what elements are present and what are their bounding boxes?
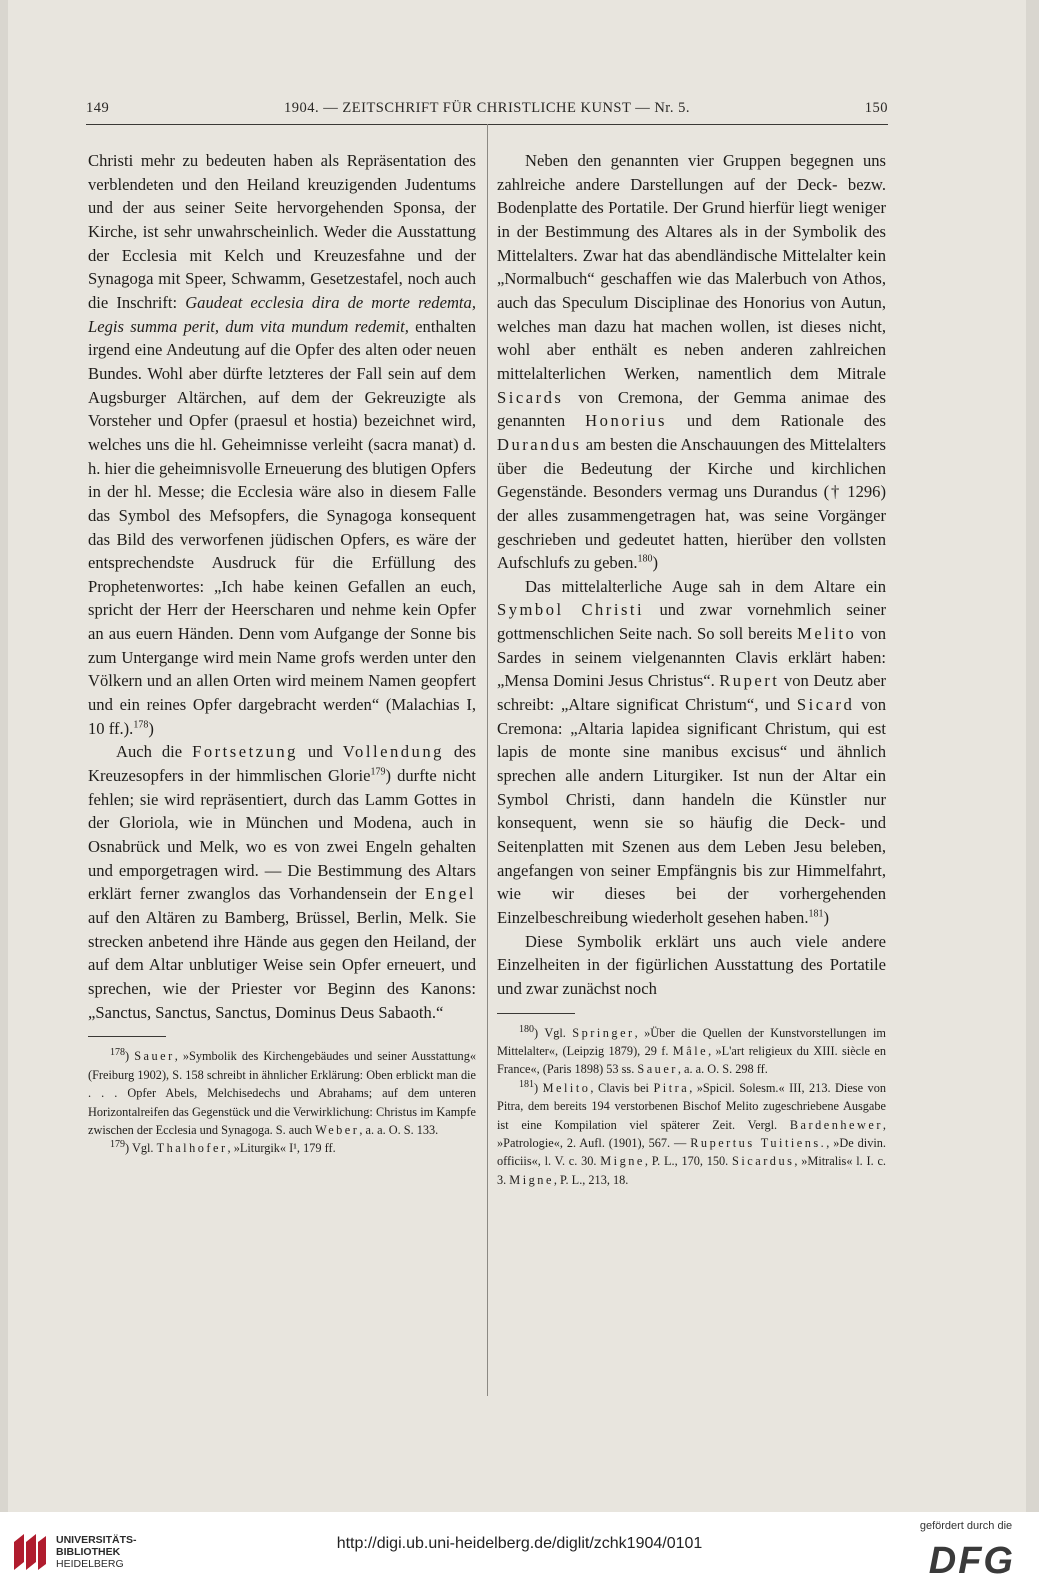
footnotes [497,1024,886,1190]
scanned-page [8,0,1026,1512]
funded-by-label: gefördert durch die [919,1520,1013,1532]
column-divider [487,124,488,1396]
footnote-rule [497,1013,575,1014]
dfg-logo: DFG [928,1540,1015,1582]
left-column [88,149,476,1158]
footnote-179: $^{179}$) Vgl. Thalhofer, »Liturgik« I¹, 179 ff. [110,1139,336,1156]
footnote-178: $^{178}$) Sauer, »Symbolik des Kirchengebäudes und seiner Ausstattung« (Freiburg 1902), S. 158 schreibt in ähnlicher Erklärung: Oben erblickt man die . . . Opfer Abels, Melchisedechs und Abrahams; auf dem unteren Horizontalreifen das Gegenstück und die Verwirklichung: Christus im Kampfe zwischen der Ecclesia und Synagoga. S. auch Weber, a. a. O. S. 133. [88,1047,477,1137]
footer-bar [0,1512,1039,1593]
paragraph: Diese Symbolik erklärt uns auch viele andere Einzelheiten in der figürlichen Ausstattung des Portatile und zwar zunächst noch [497,931,886,998]
document-url-link[interactable]: http://digi.ub.uni-heidelberg.de/diglit/zchk1904/0101 [336,1535,703,1552]
page-number-left: 149 [86,100,110,116]
university-library-name: UNIVERSITÄTS- BIBLIOTHEK HEIDELBERG [56,1534,137,1570]
journal-title: 1904. — ZEITSCHRIFT FÜR CHRISTLICHE KUNST — Nr. 5. [284,100,690,116]
page-number-right: 150 [864,100,888,116]
right-column [497,149,886,1189]
paragraph: Neben den genannten vier Gruppen begegnen uns zahlreiche andere Darstellungen auf der Deck- bezw. Bodenplatte des Portatile. Der Grund hierfür liegt weniger in der Bestimmung des Altares als in der Symbolik des Mittelalters. Zwar hat das abendländische Mittelalter kein „Normalbuch“ geschaffen wie das Malerbuch von Athos, auch das Speculum Disciplinae des Honorius von Autun, welches man dazu hat machen wollen, ist dieses nicht, wohl aber enthält es neben anderen zahlreichen mittelalterlichen Werken, namentlich dem Mitrale Sicards von Cremona, der Gemma animae des genannten Honorius und dem Rationale des Durandus am besten die Anschauungen des Mittelalters über die Bedeutung der Kirche und kirchlichen Gegenstände. Besonders vermag uns Durandus († 1296) der alles zusammengetragen hat, was seine Vorgänger geschrieben und gedeutet hatten, hierüber den vollsten Aufschlufs zu geben.$^{180}$) [497,151,886,573]
paragraph: Das mittelalterliche Auge sah in dem Altare ein Symbol Christi und zwar vornehmlich seiner gottmenschlichen Seite nach. So soll bereits Melito von Sardes in seinem vielgenannten Clavis erklärt haben: „Mensa Domini Jesus Christus“. Rupert von Deutz aber schreibt: „Altare significat Christum“, und Sicard von Cremona: „Altaria lapidea significant Christum, qui est lapis de monte sine manibus excisus“ und ähnlich sprechen alle andern Liturgiker. Ist nun der Altar ein Symbol Christi, dann handeln die Künstler nur konsequent, wenn sie so häufig die Deck- und Seitenplatten mit Szenen aus dem Leben Jesu beleben, angefangen von seiner Empfängnis bis zur Himmelfahrt, wie wir dieses bei der vorhergehenden Einzelbeschreibung wiederholt gesehen haben.$^{181}$) [497,576,887,927]
footnote-rule [88,1036,166,1037]
footnote-180: $^{180}$) Vgl. Springer, »Über die Quellen der Kunstvorstellungen im Mittelalter«, (Leipzig 1879), 29 f. Mâle, »L'art religieux du XIII. siècle en France«, (Paris 1898) 53 ss. Sauer, a. a. O. S. 298 ff. [497,1023,886,1077]
paragraph: Christi mehr zu bedeuten haben als Repräsentation des verblendeten und den Heiland kreuzigenden Judentums und der aus seiner Seite hervorgehenden Sponsa, der Kirche, ist sehr unwahrscheinlich. Weder die Ausstattung der Ecclesia mit Kelch und Kreuzesfahne und der Synagoga mit Speer, Schwamm, Gesetzestafel, noch auch die Inschrift: Gaudeat ecclesia dira de morte redemta, Legis summa perit, dum vita mundum redemit, enthalten irgend eine Andeutung auf die Opfer des alten oder neuen Bundes. Wohl aber dürfte letzteres der Fall sein auf dem Augsburger Altärchen, auf dem der Gekreuzigte als Vorsteher und Opfer (praesul et hostia) bezeichnet wird, welches uns die hl. Geheimnisse verleiht (sacra manat) d. h. hier die geheimnisvolle Erneuerung des blutigen Opfers in der hl. Messe; die Ecclesia wäre also in diesem Falle das Symbol des Mefsopfers, die Synagoga konsequent das Bild des verworfenen jüdischen Opfers, es wäre der entsprechendste Ausdruck für die Erfüllung des Prophetenwortes: „Ich habe keinen Gefallen an euch, spricht der Herr der Heerscharen und nehme kein Opfer an aus euern Händen. Denn vom Aufgange der Sonne bis zum Untergange wird mein Name grofs werden unter den Völkern und an allen Orten wird meinem Namen geopfert und ein reines Opfer dargebracht werden“ (Malachias I, 10 ff.).$^{178}$) [88,151,477,738]
paragraph: Auch die Fortsetzung und Vollendung des Kreuzesopfers in der himmlischen Glorie$^{179}$) durfte nicht fehlen; sie wird repräsentiert, durch das Lamm Gottes in der Gloriola, wie in München und Modena, auch in Osnabrück und Melk, wo es von zwei Engeln gehalten und emporgetragen wird. — Die Bestimmung des Altars erklärt ferner zwanglos das Vorhandensein der Engel auf den Altären zu Bamberg, Brüssel, Berlin, Melk. Sie strecken anbetend ihre Hände aus gegen den Heiland, der auf dem Altar unblutiger Weise sein Opfer erneuert, und sprechen, wie der Priester vor Beginn des Kanons: „Sanctus, Sanctus, Sanctus, Dominus Deus Sabaoth.“ [88,742,476,1022]
footnotes [88,1047,476,1157]
footnote-181: $^{181}$) Melito, Clavis bei Pitra, »Spicil. Solesm.« III, 213. Diese von Pitra, dem bereits 194 verstorbenen Bischof Melito zugeschriebene Ausgabe ist eine Kompilation viel späterer Zeit. Vergl. Bardenhewer, »Patrologie«, 2. Aufl. (1901), 567. — Rupertus Tuitiens., »De divin. officiis«, l. V. c. 30. Migne, P. L., 170, 150. Sicardus, »Mitralis« l. I. c. 3. Migne, P. L., 213, 18. [497,1078,887,1187]
